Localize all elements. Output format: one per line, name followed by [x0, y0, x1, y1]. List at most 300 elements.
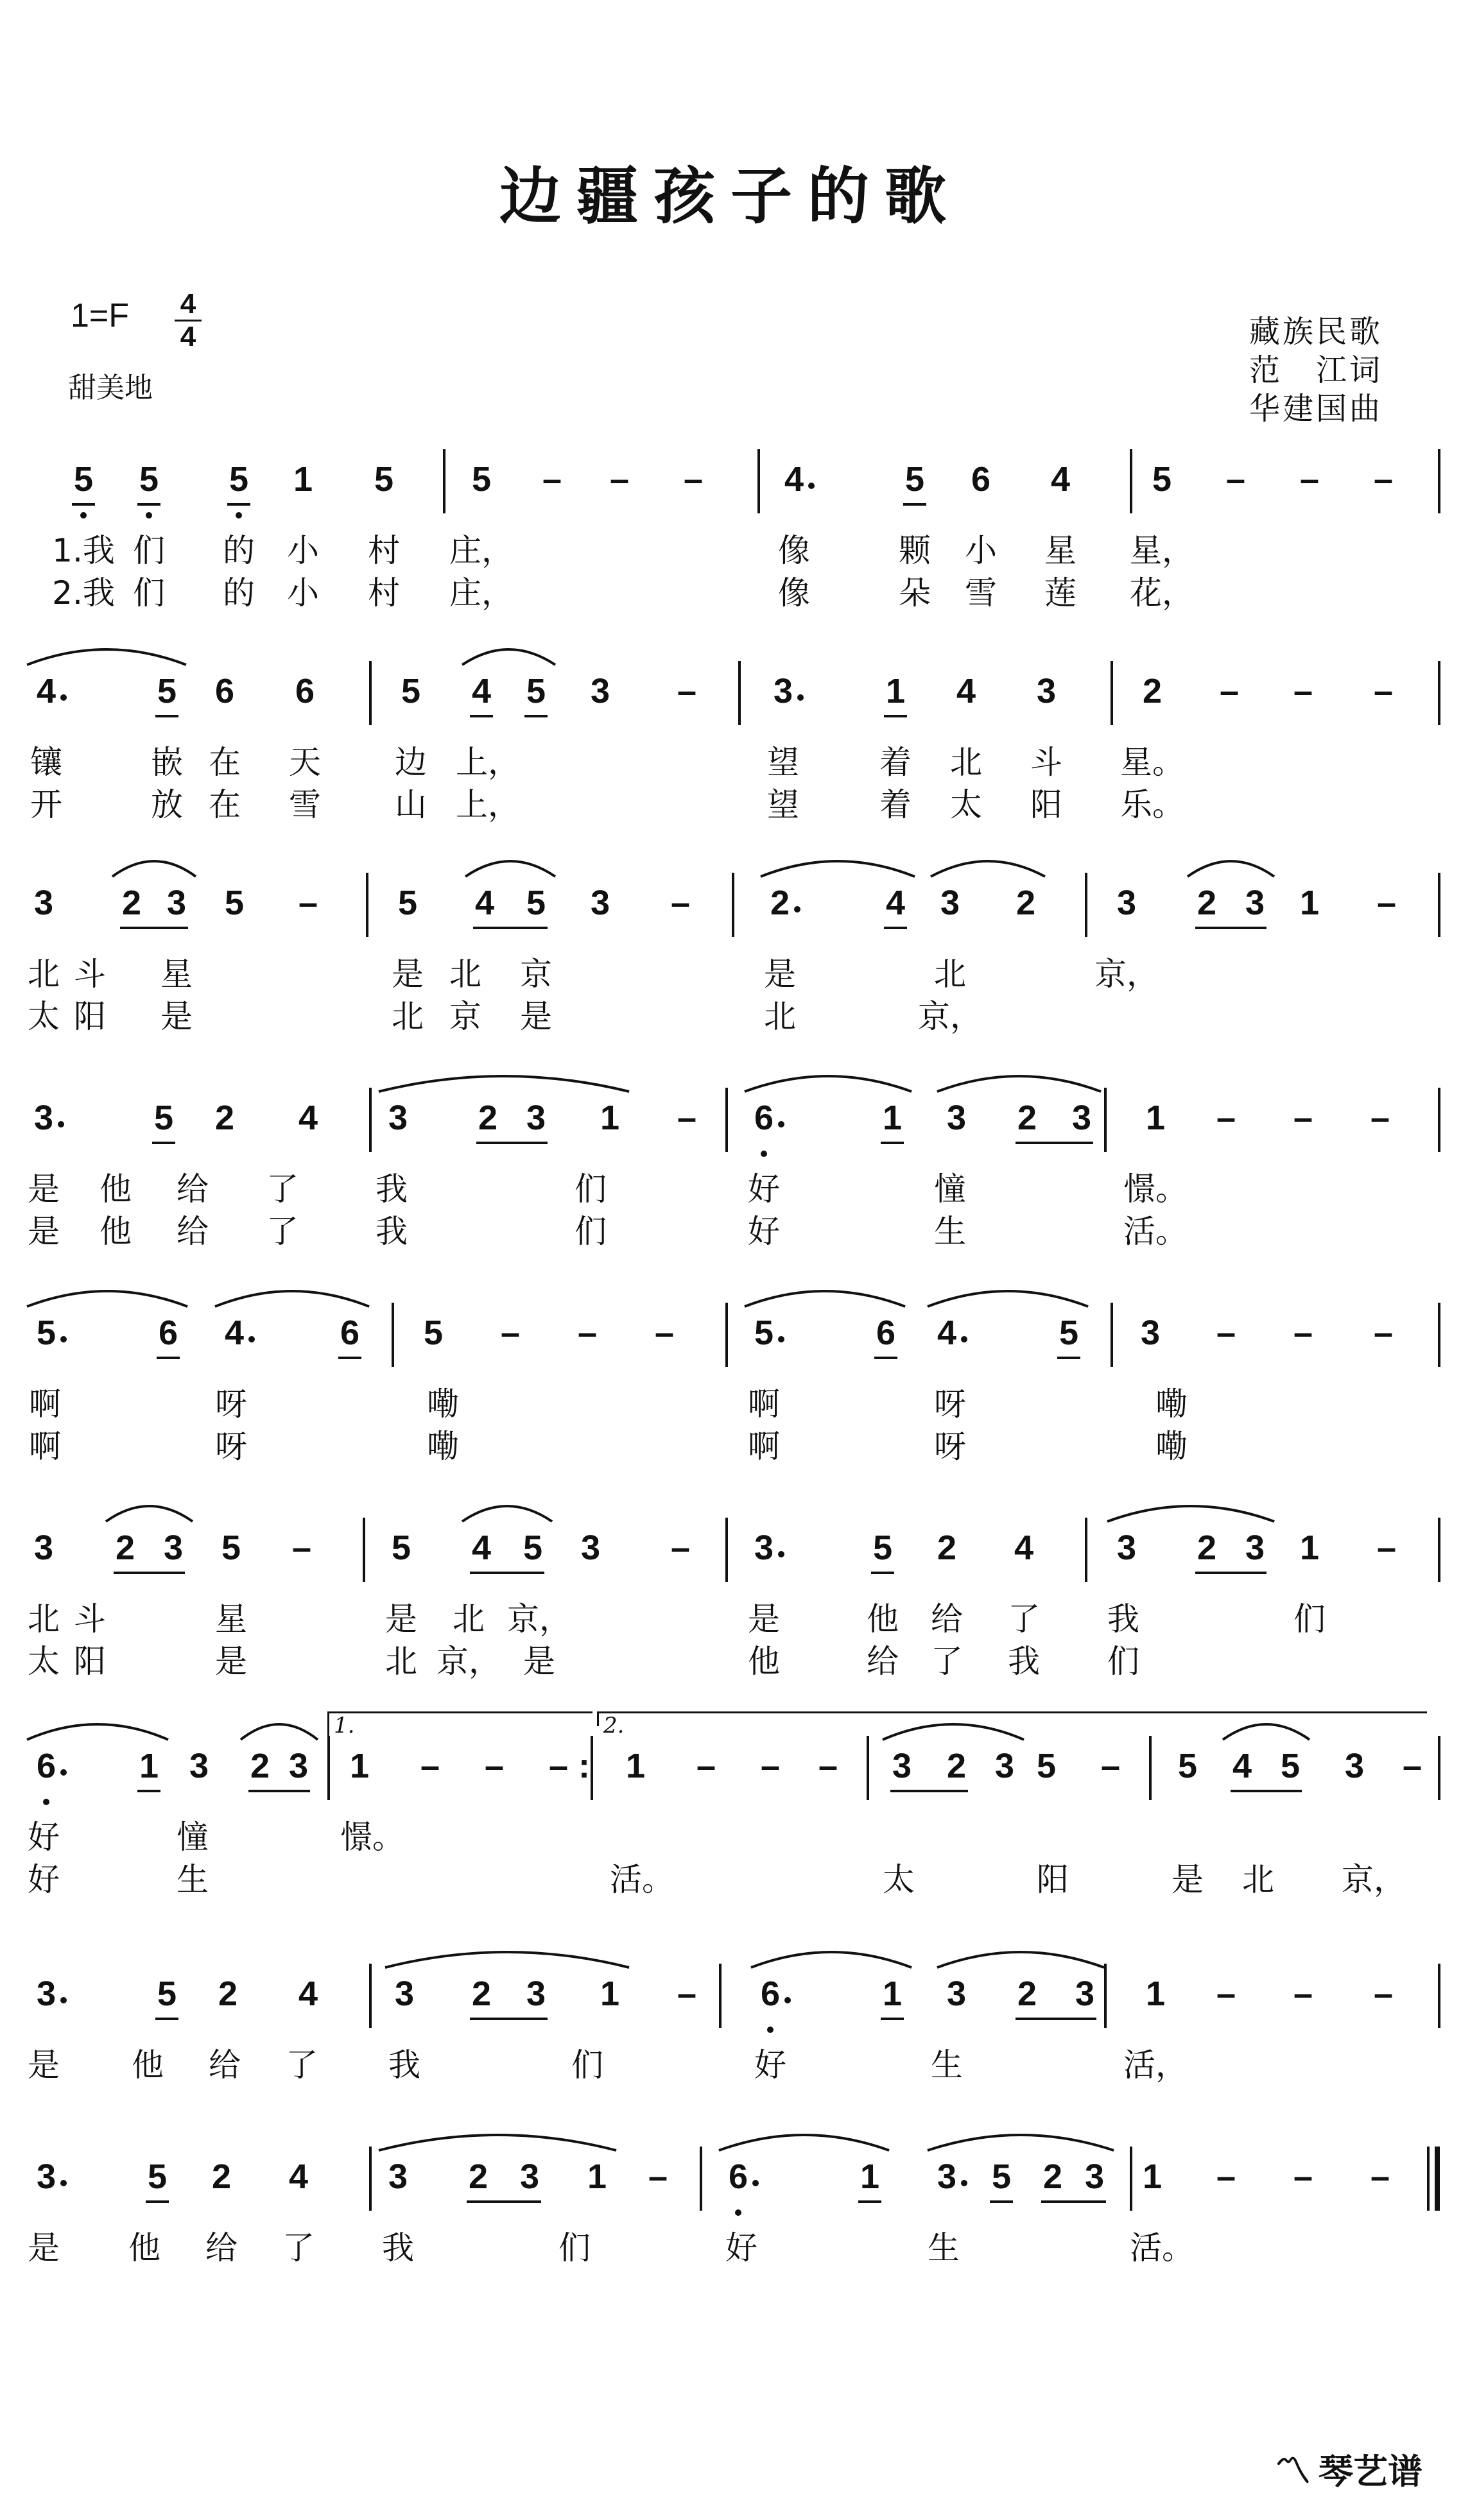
lyric-syllable: 天 [289, 744, 321, 781]
lyric-syllable: 给 [931, 1600, 963, 1638]
underline-beam [137, 503, 160, 506]
note: 5 [754, 1314, 774, 1352]
lyric-syllable: 嵌 [151, 744, 183, 781]
note: 5 [1059, 1314, 1079, 1352]
dash-note: – [1373, 1314, 1394, 1352]
lyric-syllable: 是 [28, 2046, 60, 2084]
note: 5 [147, 2157, 168, 2196]
note: 4 [298, 1975, 318, 2013]
lyric-syllable: 是 [28, 1170, 60, 1208]
dash-note: – [542, 460, 562, 499]
note: 4 [471, 672, 492, 710]
lyric-syllable: 生 [931, 2046, 963, 2084]
slurs [0, 1736, 1461, 1813]
note: 2 [1197, 1529, 1217, 1567]
note: 5 [73, 460, 94, 499]
lyric-syllable: 啊 [748, 1385, 780, 1423]
lyric-syllable: 我 [1008, 1643, 1040, 1680]
note: 6 [295, 672, 315, 710]
lyric-syllable: 给 [867, 1643, 899, 1680]
lyric-syllable: 憬。 [340, 1819, 404, 1856]
dash-note: – [1293, 672, 1313, 710]
lyric-syllable: 是 [392, 956, 424, 993]
note: 5 [523, 1529, 543, 1567]
lyric-syllable: 他 [867, 1600, 899, 1638]
note: 2 [1017, 1975, 1037, 2013]
lyric-syllable: 京， [918, 998, 982, 1035]
note: 3 [590, 672, 610, 710]
lyric-syllable: 呀 [934, 1428, 966, 1465]
lyric-syllable: 是 [215, 1643, 247, 1680]
lyric-syllable: 憧 [934, 1170, 966, 1208]
lyric-syllable: 庄， [449, 574, 514, 612]
dash-note: – [1219, 672, 1240, 710]
note: 6 [36, 1747, 56, 1785]
lyric-syllable: 是 [520, 998, 552, 1035]
dash-note: – [500, 1314, 521, 1352]
time-signature [175, 290, 202, 351]
lyric-syllable: 他 [748, 1643, 780, 1680]
note: 4 [471, 1529, 492, 1567]
score-system [0, 1518, 1461, 1729]
note: 2 [211, 2157, 232, 2196]
underline-beam [903, 503, 926, 506]
note: 3 [33, 884, 54, 922]
lyric-syllable: 上， [456, 786, 520, 823]
repeat-sign: : [578, 1747, 590, 1785]
note: 3 [946, 1975, 967, 2013]
underline-beam [72, 503, 95, 506]
lyric-syllable: 阳 [1030, 786, 1062, 823]
note: 3 [163, 1529, 184, 1567]
note: 6 [340, 1314, 360, 1352]
score-system [0, 2147, 1461, 2358]
volta-label-2: 2. [603, 1713, 625, 1738]
slurs [0, 2147, 1461, 2224]
note: 1 [1145, 1099, 1166, 1137]
lyric-syllable: 像 [778, 574, 810, 612]
lyric-syllable: 斗 [1030, 744, 1062, 781]
dash-note: – [1216, 1314, 1236, 1352]
note: 1 [860, 2157, 880, 2196]
note: 2 [121, 884, 142, 922]
lyric-syllable: 京， [1342, 1861, 1406, 1898]
lyric-syllable: 好 [725, 2229, 757, 2267]
lyric-syllable: 北 [28, 1600, 60, 1638]
lyric-syllable: 是 [28, 2229, 60, 2267]
lyric-syllable: 镶 [30, 744, 62, 781]
note: 3 [1140, 1314, 1161, 1352]
lyric-syllable: 给 [205, 2229, 238, 2267]
slur [937, 1952, 1104, 1967]
lyric-syllable: 他 [132, 2046, 164, 2084]
lyric-syllable: 北 [934, 956, 966, 993]
lyric-syllable: 活， [1123, 2046, 1188, 2084]
note: 2 [946, 1747, 967, 1785]
note: 5 [221, 1529, 241, 1567]
note: 3 [189, 1747, 209, 1785]
lyric-syllable: 好 [748, 1170, 780, 1208]
dash-note: – [1402, 1747, 1422, 1785]
note: 2 [250, 1747, 270, 1785]
dash-note: – [760, 1747, 781, 1785]
lyric-syllable: 北 [385, 1643, 417, 1680]
slurs [0, 1518, 1461, 1595]
note: 1 [587, 2157, 607, 2196]
dash-note: – [677, 1975, 697, 2013]
lyric-syllable: 在 [209, 744, 241, 781]
lyric-syllable: 是 [160, 998, 193, 1035]
note: 3 [994, 1747, 1015, 1785]
lyric-syllable: 我 [376, 1213, 408, 1250]
lyric-syllable: 活。 [1130, 2229, 1194, 2267]
lyric-syllable: 们 [571, 2046, 603, 2084]
low-octave-dot [236, 512, 242, 519]
note: 2 [1017, 1099, 1037, 1137]
lyric-syllable: 雪 [289, 786, 321, 823]
note: 1 [293, 460, 313, 499]
note: 3 [519, 2157, 540, 2196]
lyric-syllable: 啊 [29, 1428, 61, 1465]
dash-note: – [1299, 460, 1320, 499]
lyric-syllable: 庄， [449, 532, 514, 569]
note: 5 [374, 460, 394, 499]
dash-note: – [548, 1747, 569, 1785]
lyric-syllable: 我 [388, 2046, 420, 2084]
lyric-syllable: 他 [99, 1170, 132, 1208]
dash-note: – [1293, 1099, 1313, 1137]
lyric-syllable: 太 [883, 1861, 915, 1898]
note: 1 [625, 1747, 646, 1785]
note: 5 [157, 672, 177, 710]
note: 1 [1142, 2157, 1163, 2196]
lyric-syllable: 雪 [965, 574, 997, 612]
note: 2 [1042, 2157, 1063, 2196]
lyric-syllable: 好 [754, 2046, 786, 2084]
note: 2 [937, 1529, 957, 1567]
key-signature: 1=F [71, 297, 130, 334]
lyric-syllable: 生 [928, 2229, 960, 2267]
dash-note: – [1216, 2157, 1236, 2196]
dash-note: – [648, 2157, 668, 2196]
bar-line [757, 449, 760, 513]
lyric-syllable: 阳 [74, 1643, 106, 1680]
note: 3 [590, 884, 610, 922]
logo-icon: 〽 [1275, 2451, 1311, 2492]
lyric-syllable: 京， [1094, 956, 1159, 993]
lyric-syllable: 我 [382, 2229, 414, 2267]
score-system [0, 1303, 1461, 1514]
note: 3 [1084, 2157, 1105, 2196]
score-system [0, 1713, 1461, 1948]
note: 3 [36, 1975, 56, 2013]
note: 1 [600, 1099, 620, 1137]
note: 3 [33, 1529, 54, 1567]
slurs [0, 661, 1461, 738]
tempo-marking: 甜美地 [68, 372, 153, 404]
lyric-syllable: 村 [368, 574, 400, 612]
note: 6 [760, 1975, 781, 2013]
note: 3 [388, 1099, 408, 1137]
note: 6 [214, 672, 235, 710]
note: 4 [224, 1314, 245, 1352]
lyric-syllable: 生 [934, 1213, 966, 1250]
lyric-syllable: 2.我 [52, 574, 115, 612]
dash-note: – [484, 1747, 505, 1785]
note: 4 [298, 1099, 318, 1137]
lyric-syllable: 是 [1171, 1861, 1204, 1898]
lyric-syllable: 望 [767, 786, 799, 823]
lyric-syllable: 乐。 [1120, 786, 1184, 823]
lyric-syllable: 京 [520, 956, 552, 993]
lyric-syllable: 京， [507, 1600, 571, 1638]
lyric-syllable: 好 [748, 1213, 780, 1250]
lyric-syllable: 好 [28, 1861, 60, 1898]
slur [751, 1952, 912, 1967]
lyric-syllable: 是 [385, 1600, 417, 1638]
lyric-syllable: 了 [931, 1643, 963, 1680]
dash-note: – [1225, 460, 1246, 499]
lyric-syllable: 们 [1107, 1643, 1139, 1680]
score-system [0, 1964, 1461, 2175]
time-signature-bottom: 4 [180, 321, 196, 352]
note: 5 [904, 460, 925, 499]
dash-note: – [1373, 460, 1394, 499]
lyric-syllable: 望 [767, 744, 799, 781]
note: 2 [214, 1099, 235, 1137]
lyric-syllable: 呀 [215, 1428, 247, 1465]
note: 2 [1142, 672, 1163, 710]
lyric-syllable: 花， [1130, 574, 1194, 612]
lyric-syllable: 呀 [934, 1385, 966, 1423]
lyric-syllable: 颗 [899, 532, 931, 569]
lyric-syllable: 给 [177, 1170, 209, 1208]
note: 5 [526, 672, 546, 710]
lyric-syllable: 星 [160, 956, 193, 993]
note: 5 [526, 884, 546, 922]
lyric-syllable: 北 [453, 1600, 485, 1638]
note: 5 [224, 884, 245, 922]
note: 3 [33, 1099, 54, 1137]
note: 4 [36, 672, 56, 710]
note: 3 [1245, 884, 1265, 922]
lyric-syllable: 1.我 [52, 532, 115, 569]
lyric-syllable: 星， [1130, 532, 1194, 569]
augmentation-dot [808, 483, 815, 489]
note: 3 [388, 2157, 408, 2196]
dash-note: – [677, 672, 697, 710]
lyric-syllable: 嘞 [1155, 1385, 1188, 1423]
dash-note: – [1370, 1099, 1390, 1137]
low-octave-dot [146, 512, 152, 519]
dash-note: – [670, 884, 691, 922]
bar-line [1130, 449, 1132, 513]
lyric-syllable: 放 [151, 786, 183, 823]
lyric-syllable: 是 [523, 1643, 555, 1680]
bar-line [443, 449, 445, 513]
note: 5 [401, 672, 421, 710]
note: 5 [1036, 1747, 1057, 1785]
lyric-syllable: 开 [30, 786, 62, 823]
lyric-syllable: 嘞 [1155, 1428, 1188, 1465]
note: 1 [885, 672, 906, 710]
note: 4 [474, 884, 495, 922]
note: 4 [1232, 1747, 1252, 1785]
slurs [0, 1088, 1461, 1165]
lyric-syllable: 着 [879, 786, 912, 823]
lyric-syllable: 他 [99, 1213, 132, 1250]
volta-bracket-2 [597, 1711, 1427, 1726]
note: 5 [139, 460, 159, 499]
bar-line [1438, 449, 1440, 513]
dash-note: – [1370, 2157, 1390, 2196]
lyric-syllable: 了 [1008, 1600, 1040, 1638]
lyric-syllable: 太 [28, 1643, 60, 1680]
note: 4 [885, 884, 906, 922]
lyric-syllable: 们 [558, 2229, 591, 2267]
note: 3 [754, 1529, 774, 1567]
lyric-syllable: 啊 [29, 1385, 61, 1423]
score-system [0, 873, 1461, 1084]
score-system [0, 449, 1461, 661]
note: 1 [882, 1099, 903, 1137]
dash-note: – [1293, 2157, 1313, 2196]
note: 5 [157, 1975, 177, 2013]
lyric-syllable: 阳 [74, 998, 106, 1035]
lyric-syllable: 北 [392, 998, 424, 1035]
note: 3 [1245, 1529, 1265, 1567]
note: 3 [526, 1975, 546, 2013]
note: 1 [1299, 884, 1320, 922]
lyric-syllable: 我 [1107, 1600, 1139, 1638]
note: 5 [1177, 1747, 1198, 1785]
note: 2 [478, 1099, 498, 1137]
lyric-syllable: 星 [215, 1600, 247, 1638]
lyric-syllable: 在 [209, 786, 241, 823]
note: 5 [872, 1529, 893, 1567]
note: 4 [784, 460, 804, 499]
note: 2 [468, 2157, 488, 2196]
note: 3 [946, 1099, 967, 1137]
lyric-syllable: 上， [456, 744, 520, 781]
lyric-syllable: 给 [177, 1213, 209, 1250]
lyric-syllable: 北 [764, 998, 796, 1035]
lyric-syllable: 了 [266, 1170, 298, 1208]
note: 5 [391, 1529, 411, 1567]
slurs [0, 1303, 1461, 1380]
dash-note: – [696, 1747, 716, 1785]
note: 3 [1344, 1747, 1365, 1785]
note: 1 [882, 1975, 903, 2013]
lyric-syllable: 活。 [1123, 1213, 1188, 1250]
lyric-syllable: 斗 [74, 956, 106, 993]
note: 3 [773, 672, 793, 710]
lyric-syllable: 小 [287, 532, 319, 569]
lyric-syllable: 星。 [1120, 744, 1184, 781]
note: 6 [971, 460, 991, 499]
note: 3 [288, 1747, 309, 1785]
note: 5 [991, 2157, 1012, 2196]
underline-beam [227, 503, 250, 506]
note: 4 [288, 2157, 309, 2196]
note: 1 [349, 1747, 370, 1785]
slurs [0, 873, 1461, 950]
watermark-text: 琴艺谱 [1318, 2451, 1422, 2492]
lyric-syllable: 北 [1242, 1861, 1274, 1898]
note: 3 [166, 884, 187, 922]
note: 1 [139, 1747, 159, 1785]
note: 2 [218, 1975, 238, 2013]
lyric-syllable: 们 [1293, 1600, 1326, 1638]
note: 3 [892, 1747, 912, 1785]
lyric-syllable: 边 [395, 744, 427, 781]
lyric-syllable: 们 [133, 574, 165, 612]
note: 5 [471, 460, 492, 499]
note: 3 [937, 2157, 957, 2196]
note: 5 [36, 1314, 56, 1352]
note: 2 [770, 884, 790, 922]
dash-note: – [1293, 1975, 1313, 2013]
time-signature-top: 4 [180, 288, 196, 320]
lyric-syllable: 嘞 [427, 1428, 459, 1465]
dash-note: – [577, 1314, 598, 1352]
note: 3 [580, 1529, 601, 1567]
note: 3 [1116, 1529, 1137, 1567]
note: 6 [158, 1314, 178, 1352]
lyric-syllable: 北 [449, 956, 481, 993]
lyric-syllable: 了 [282, 2229, 315, 2267]
note: 3 [940, 884, 960, 922]
note: 6 [728, 2157, 748, 2196]
lyric-syllable: 莲 [1044, 574, 1076, 612]
lyric-syllable: 啊 [748, 1428, 780, 1465]
note: 5 [1152, 460, 1172, 499]
credit-lyricist: 范 江词 [1249, 352, 1383, 388]
score-system [0, 1088, 1461, 1299]
lyric-syllable: 呀 [215, 1385, 247, 1423]
lyric-syllable: 了 [266, 1213, 298, 1250]
note: 5 [423, 1314, 444, 1352]
note: 4 [937, 1314, 957, 1352]
lyric-syllable: 好 [28, 1819, 60, 1856]
note: 1 [1145, 1975, 1166, 2013]
dash-note: – [1376, 1529, 1397, 1567]
dash-note: – [677, 1099, 697, 1137]
lyric-syllable: 嘞 [427, 1385, 459, 1423]
dash-note: – [654, 1314, 675, 1352]
dash-note: – [1373, 1975, 1394, 2013]
lyric-syllable: 的 [223, 532, 255, 569]
note: 6 [876, 1314, 896, 1352]
lyric-syllable: 他 [128, 2229, 160, 2267]
note: 2 [115, 1529, 135, 1567]
lyric-syllable: 们 [575, 1213, 607, 1250]
lyric-syllable: 生 [177, 1861, 209, 1898]
dash-note: – [291, 1529, 312, 1567]
note: 2 [1016, 884, 1036, 922]
lyric-syllable: 小 [965, 532, 997, 569]
note: 4 [1014, 1529, 1034, 1567]
lyric-syllable: 是 [748, 1600, 780, 1638]
lyric-syllable: 我 [376, 1170, 408, 1208]
note: 3 [1116, 884, 1137, 922]
volta-bracket-1 [327, 1711, 592, 1739]
lyric-syllable: 阳 [1037, 1861, 1069, 1898]
note: 3 [394, 1975, 415, 2013]
lyric-syllable: 京 [449, 998, 481, 1035]
lyric-syllable: 是 [764, 956, 796, 993]
dash-note: – [298, 884, 318, 922]
